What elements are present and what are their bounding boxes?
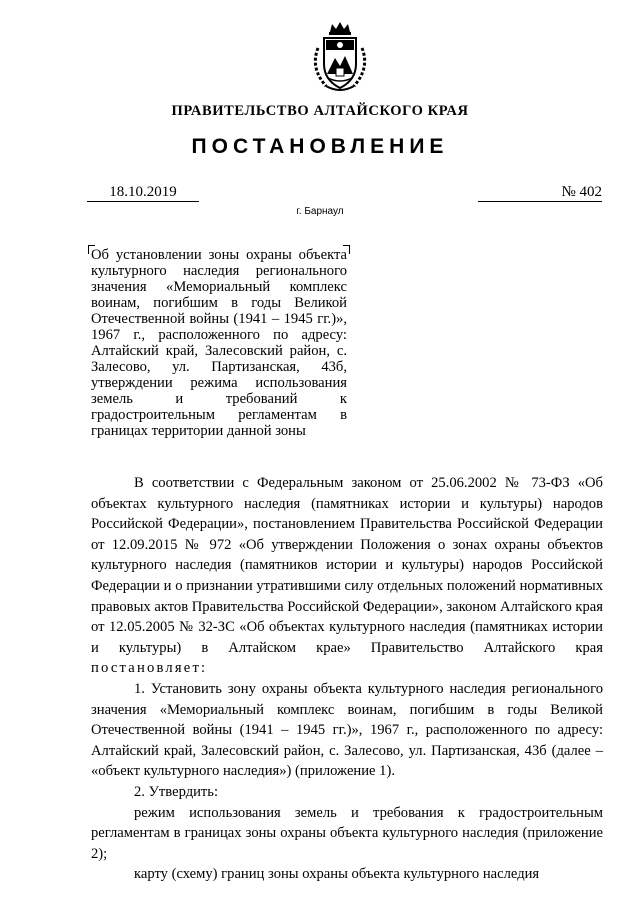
document-city: г. Барнаул	[296, 206, 344, 217]
document-subject: Об установлении зоны охраны объекта культурного наследия регионального значения «Мемориальный комплекс воинам, погибшим в годы Великой Отечественной войны (1941 – 1945 гг.)», 1967 г., расположенного по адресу: Алтайский край, Залесовский район, с. Залесово, ул. Партизанская, 43б, утверждении режима использования земель и требований к градостроительным регламентам в границах территории данной зоны	[91, 247, 347, 439]
preamble-paragraph	[91, 473, 603, 679]
decree-word: постановляет:	[91, 660, 208, 677]
organization-title: ПРАВИТЕЛЬСТВО АЛТАЙСКОГО КРАЯ	[171, 103, 469, 119]
item-2-paragraph: 2. Утвердить:	[134, 783, 219, 800]
document-date: 18.10.2019	[87, 184, 199, 202]
item-2a-paragraph: режим использования земель и требования к градостроительным регламентам в границах зоны охраны объекта культурного наследия (приложение 2);	[91, 804, 603, 862]
preamble-text: В соответствии с Федеральным законом от 25.06.2002 № 73-ФЗ «Об объектах культурного наследия (памятниках истории и культуры) народов Российской Федерации», постановлением Правительства Российской Федерации от 12.09.2015 № 972 «Об утверждении Положения о зонах охраны объектов культурного наследия (памятников истории и культуры) народов Российской Федерации и о признании утратившими силу отдельных положений нормативных правовых актов Правительства Российской Федерации», законом Алтайского края от 12.05.2005 № 32-ЗС «Об объектах культурного наследия (памятниках истории и культуры) в Алтайском крае» Правительство Алтайского края	[91, 475, 603, 656]
document-body	[91, 473, 603, 885]
coat-of-arms-icon	[300, 18, 380, 98]
document-type-title: ПОСТАНОВЛЕНИЕ	[191, 135, 449, 158]
item-1-paragraph: 1. Установить зону охраны объекта культурного наследия регионального значения «Мемориальный комплекс воинам, погибшим в годы Великой Отечественной войны (1941 – 1945 гг.)», 1967 г., расположенного по адресу: Алтайский край, Залесовский район, с. Залесово, ул. Партизанская, 43б (далее – «объект культурного наследия») (приложение 1).	[91, 680, 603, 780]
item-2b-paragraph: карту (схему) границ зоны охраны объекта культурного наследия	[134, 866, 540, 883]
document-number: № 402	[478, 184, 602, 202]
